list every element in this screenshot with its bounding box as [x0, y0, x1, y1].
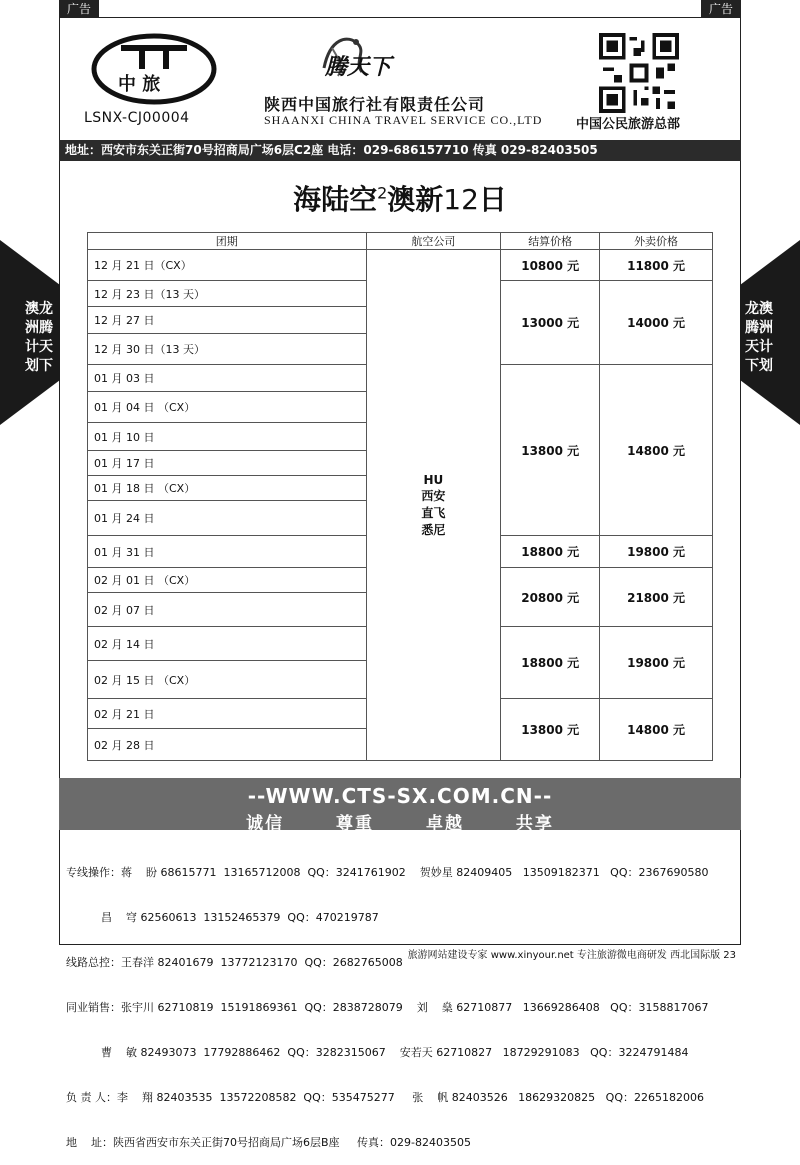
- date-cell: 02 月 01 日 （CX）: [88, 568, 367, 593]
- right-side-line: 龙澳: [745, 301, 773, 317]
- airline-line: 直飞: [421, 505, 446, 520]
- table-row: [88, 250, 713, 281]
- retail-price-cell: 11800 元: [600, 250, 713, 281]
- title-num: 12: [443, 183, 479, 216]
- date-cell: 02 月 07 日: [88, 593, 367, 627]
- website-url[interactable]: --WWW.CTS-SX.COM.CN--: [247, 784, 553, 808]
- website-bar: [59, 778, 741, 834]
- page-footer: 旅游网站建设专家 www.xinyour.net 专注旅游微电商研发 西北国际版 23: [407, 950, 736, 961]
- date-cell: 12 月 27 日: [88, 307, 367, 334]
- qr-caption: 中国公民旅游总部: [576, 117, 681, 132]
- date-cell: 12 月 23 日（13 天）: [88, 281, 367, 307]
- date-cell: 01 月 04 日 （CX）: [88, 392, 367, 423]
- date-cell: 12 月 21 日（CX）: [88, 250, 367, 281]
- ad-tag-right: 广告: [701, 0, 741, 18]
- settle-price-cell: 13800 元: [501, 365, 600, 536]
- slogan: 尊重: [336, 814, 375, 834]
- tour-schedule-table: [87, 232, 713, 761]
- company-name-cn: 陕西中国旅行社有限责任公司: [264, 95, 486, 114]
- retail-price-cell: 14800 元: [600, 699, 713, 761]
- brand-name: 腾天下: [325, 54, 392, 80]
- title-end: 日: [478, 183, 507, 216]
- contact-line: 同业销售：张宇川 62710819 15191869361 QQ：2838728079 刘 燊 62710877 13669286408 QQ：3158817067: [66, 1001, 709, 1014]
- ad-tag-left: 广告: [59, 0, 99, 18]
- right-side-line: 腾洲: [745, 320, 773, 336]
- slogan: 诚信: [246, 814, 285, 834]
- contact-line: 昌 穹 62560613 13152465379 QQ：470219787: [66, 911, 379, 924]
- settle-price-cell: 13000 元: [501, 281, 600, 365]
- retail-price-cell: 19800 元: [600, 536, 713, 568]
- airline-cell: [366, 250, 501, 761]
- header-settle-price: 结算价格: [501, 233, 600, 250]
- address-bar: 地址：西安市东关正街70号招商局广场6层C2座 电话：029-686157710 传真 029-82403505: [59, 140, 741, 161]
- retail-price-cell: 19800 元: [600, 627, 713, 699]
- retail-price-cell: 14800 元: [600, 365, 713, 536]
- settle-price-cell: 18800 元: [501, 536, 600, 568]
- header-retail-price: 外卖价格: [600, 233, 713, 250]
- header-date: 团期: [88, 233, 367, 250]
- right-side-line: 天计: [745, 339, 773, 355]
- left-side-line: 计天: [25, 339, 53, 355]
- company-name-en: SHAANXI CHINA TRAVEL SERVICE CO.,LTD: [264, 113, 543, 127]
- title-rest: 澳新: [387, 183, 444, 216]
- settle-price-cell: 13800 元: [501, 699, 600, 761]
- date-cell: 02 月 14 日: [88, 627, 367, 661]
- date-cell: 01 月 24 日: [88, 501, 367, 536]
- retail-price-cell: 14000 元: [600, 281, 713, 365]
- right-side-line: 下划: [745, 358, 773, 374]
- left-side-line: 洲腾: [25, 320, 53, 336]
- page-title: [0, 178, 800, 218]
- airline-line: HU: [423, 472, 444, 487]
- header-airline: 航空公司: [366, 233, 501, 250]
- settle-price-cell: 20800 元: [501, 568, 600, 627]
- retail-price-cell: 21800 元: [600, 568, 713, 627]
- left-side-line: 澳龙: [25, 301, 53, 317]
- date-cell: 12 月 30 日（13 天）: [88, 334, 367, 365]
- date-cell: 01 月 03 日: [88, 365, 367, 392]
- contact-line: 地 址：陕西省西安市东关正街70号招商局广场6层B座 传真：029-82403505: [66, 1136, 471, 1149]
- left-side-text: [22, 300, 56, 376]
- contact-line: 专线操作：蒋 盼 68615771 13165712008 QQ：3241761902 贺妙星 82409405 13509182371 QQ：2367690580: [66, 866, 709, 879]
- airline-line: 西安: [421, 488, 446, 503]
- date-cell: 02 月 15 日 （CX）: [88, 661, 367, 699]
- contact-list: [66, 835, 708, 1165]
- title-sup: 2: [377, 183, 388, 203]
- date-cell: 01 月 17 日: [88, 451, 367, 476]
- date-cell: 02 月 21 日: [88, 699, 367, 729]
- airline-line: 悉尼: [421, 522, 446, 537]
- contact-line: 线路总控：王春洋 82401679 13772123170 QQ：2682765008: [66, 956, 403, 969]
- date-cell: 01 月 10 日: [88, 423, 367, 451]
- date-cell: 01 月 18 日 （CX）: [88, 476, 367, 501]
- contact-line: 曹 敏 82493073 17792886462 QQ：3282315067 安若天 62710827 18729291083 QQ：3224791484: [66, 1046, 689, 1059]
- contact-line: 负 责 人：李 翔 82403535 13572208582 QQ：535475277 张 帆 82403526 18629320825 QQ：2265182006: [66, 1091, 704, 1104]
- date-cell: 01 月 31 日: [88, 536, 367, 568]
- slogan: 卓越: [425, 814, 464, 834]
- slogan: 共享: [515, 814, 554, 834]
- slogans: [59, 809, 741, 834]
- settle-price-cell: 18800 元: [501, 627, 600, 699]
- settle-price-cell: 10800 元: [501, 250, 600, 281]
- title-main: 海陆空: [293, 183, 378, 216]
- logo-text: 中 旅: [118, 74, 161, 95]
- license-number: LSNX-CJ00004: [84, 110, 190, 126]
- right-side-text: [742, 300, 776, 376]
- left-side-line: 划下: [25, 358, 53, 374]
- table-header-row: [88, 233, 713, 250]
- date-cell: 02 月 28 日: [88, 729, 367, 761]
- qr-code-icon[interactable]: [599, 33, 679, 113]
